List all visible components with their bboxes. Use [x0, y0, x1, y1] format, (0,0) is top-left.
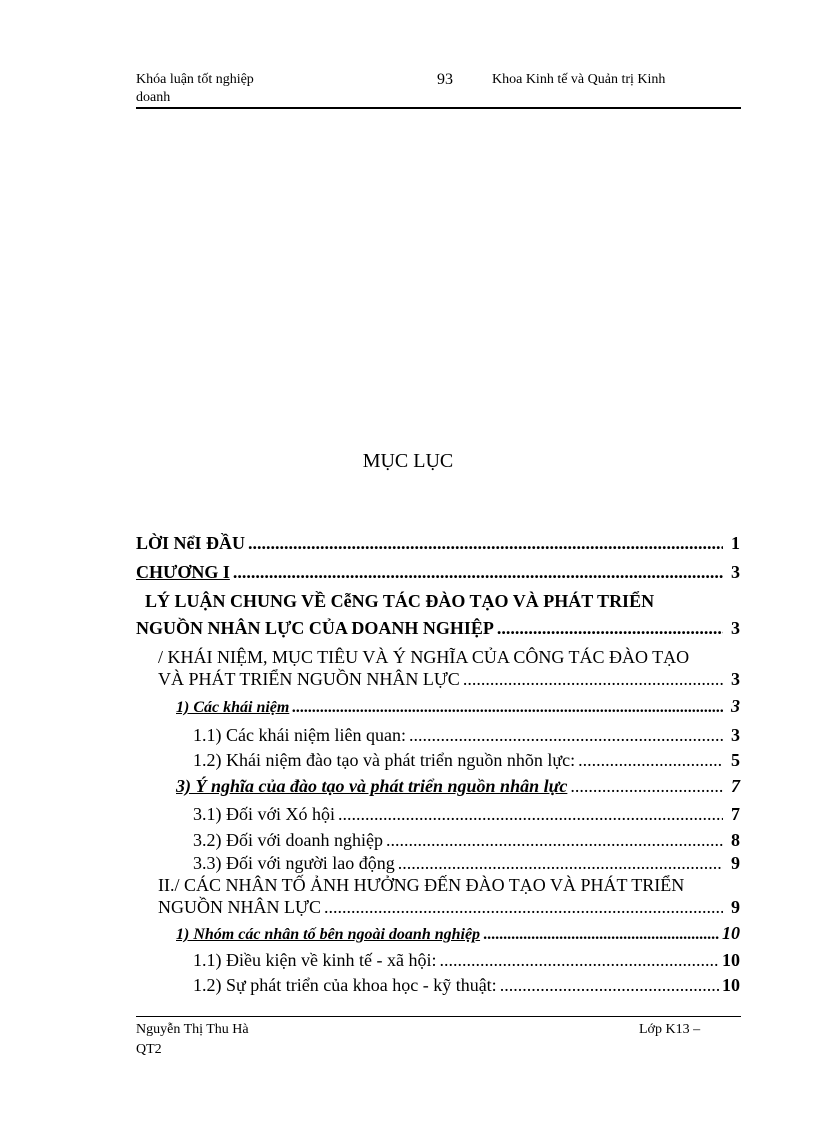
- toc-leader: [292, 697, 723, 719]
- toc-entry-page: 10: [722, 923, 740, 943]
- toc-entry-page: 8: [731, 830, 740, 850]
- toc-entry-label: 1.1) Các khái niệm liên quan:: [193, 725, 406, 745]
- toc-leader: [324, 896, 723, 918]
- toc-entry: [193, 852, 740, 874]
- toc-leader: [338, 803, 723, 825]
- toc-entry-label-line1: LÝ LUẬN CHUNG VỀ CễNG TÁC ĐÀO TẠO VÀ PHÁT TRIỂN: [145, 591, 655, 611]
- header-rule: [136, 107, 741, 109]
- toc-entry-page: 7: [731, 804, 740, 824]
- toc-entry: [158, 896, 740, 918]
- toc-entry: [176, 695, 740, 719]
- toc-entry-label: 1.1) Điều kiện về kinh tế - xã hội:: [193, 950, 437, 970]
- toc-leader: [570, 775, 723, 797]
- toc-entry-label-line1: / KHÁI NIỆM, MỤC TIÊU VÀ Ý NGHĨA CỦA CÔNG TÁC ĐÀO TẠO: [158, 647, 690, 667]
- header-left-line2: doanh: [136, 90, 171, 105]
- toc-leader: [409, 724, 723, 746]
- toc-entry: [193, 829, 740, 851]
- toc-entry-page: 5: [731, 750, 740, 770]
- toc-leader: [500, 974, 719, 996]
- toc-entry: [193, 974, 740, 996]
- footer-rule: [136, 1016, 741, 1017]
- toc-leader: [463, 668, 723, 690]
- toc-entry-page: 9: [731, 897, 740, 917]
- footer-left-line2: QT2: [136, 1042, 162, 1057]
- toc-entry: [136, 532, 740, 554]
- toc-leader: [439, 949, 719, 971]
- toc-entry: [193, 949, 740, 971]
- toc-entry: [176, 922, 740, 946]
- toc-entry-label: 1.2) Khái niệm đào tạo và phát triển nguồn nhõn lực:: [193, 750, 576, 770]
- header-right: Khoa Kinh tế và Quản trị Kinh: [492, 72, 666, 87]
- toc-entry: [158, 668, 740, 690]
- toc-entry-label: LỜI NểI ĐẦU: [136, 533, 246, 553]
- toc-entry-page: 3: [731, 696, 740, 716]
- toc-leader: [483, 924, 719, 946]
- toc-entry: [193, 724, 740, 746]
- header-page-number: 93: [437, 71, 453, 88]
- toc-title: MỤC LỤC: [362, 450, 454, 472]
- toc-entry: [193, 803, 740, 825]
- toc-entry-page: 3: [731, 618, 740, 638]
- header-left: [136, 71, 254, 107]
- toc-entry-page: 3: [731, 562, 740, 582]
- toc-leader: [386, 829, 723, 851]
- toc-leader: [398, 852, 723, 874]
- toc-entry-label-line1: II./ CÁC NHÂN TỐ ẢNH HƯỞNG ĐẾN ĐÀO TẠO VÀ PHÁT TRIỂN: [158, 875, 685, 895]
- toc-entry: [176, 775, 740, 797]
- header-left-line1: Khóa luận tốt nghiệp: [136, 72, 254, 87]
- toc-entry-label: 3.2) Đối với doanh nghiệp: [193, 830, 383, 850]
- toc-entry-label-line2: VÀ PHÁT TRIỂN NGUỒN NHÂN LỰC: [158, 669, 460, 689]
- toc-entry-page: 9: [731, 853, 740, 873]
- toc-entry-label: 1) Các khái niệm: [176, 699, 290, 716]
- footer-author: Nguyễn Thị Thu Hà: [136, 1022, 249, 1037]
- toc-entry: [193, 749, 740, 771]
- toc-entry-page: 1: [731, 533, 740, 553]
- toc-entry-label: CHƯƠNG I: [136, 562, 230, 582]
- toc-entry: [136, 561, 740, 583]
- footer-left: [136, 1020, 249, 1060]
- toc-leader: [233, 561, 723, 583]
- toc-entry-label-line2: NGUỒN NHÂN LỰC CỦA DOANH NGHIỆP: [136, 618, 494, 638]
- toc-entry-page: 3: [731, 725, 740, 745]
- toc-entry-page: 3: [731, 669, 740, 689]
- toc-entry-label: 3.3) Đối với người lao động: [193, 853, 395, 873]
- toc-entry-label-line2: NGUỒN NHÂN LỰC: [158, 897, 321, 917]
- footer-class: Lớp K13 –: [639, 1022, 701, 1037]
- toc-entry-page: 10: [722, 950, 740, 970]
- toc-entry: [136, 617, 740, 639]
- toc-entry-label: 3.1) Đối với Xó hội: [193, 804, 336, 824]
- toc-entry-label: 1.2) Sự phát triển của khoa học - kỹ thuật:: [193, 975, 497, 995]
- toc-entry-page: 7: [731, 776, 740, 796]
- toc-entry-label: 1) Nhóm các nhân tố bên ngoài doanh nghiệp: [176, 926, 481, 943]
- toc-entry-label: 3) Ý nghĩa của đào tạo và phát triển nguồn nhân lực: [176, 776, 568, 796]
- toc-leader: [578, 749, 723, 771]
- toc-leader: [248, 532, 723, 554]
- toc-entry-page: 10: [722, 975, 740, 995]
- toc-leader: [497, 617, 723, 639]
